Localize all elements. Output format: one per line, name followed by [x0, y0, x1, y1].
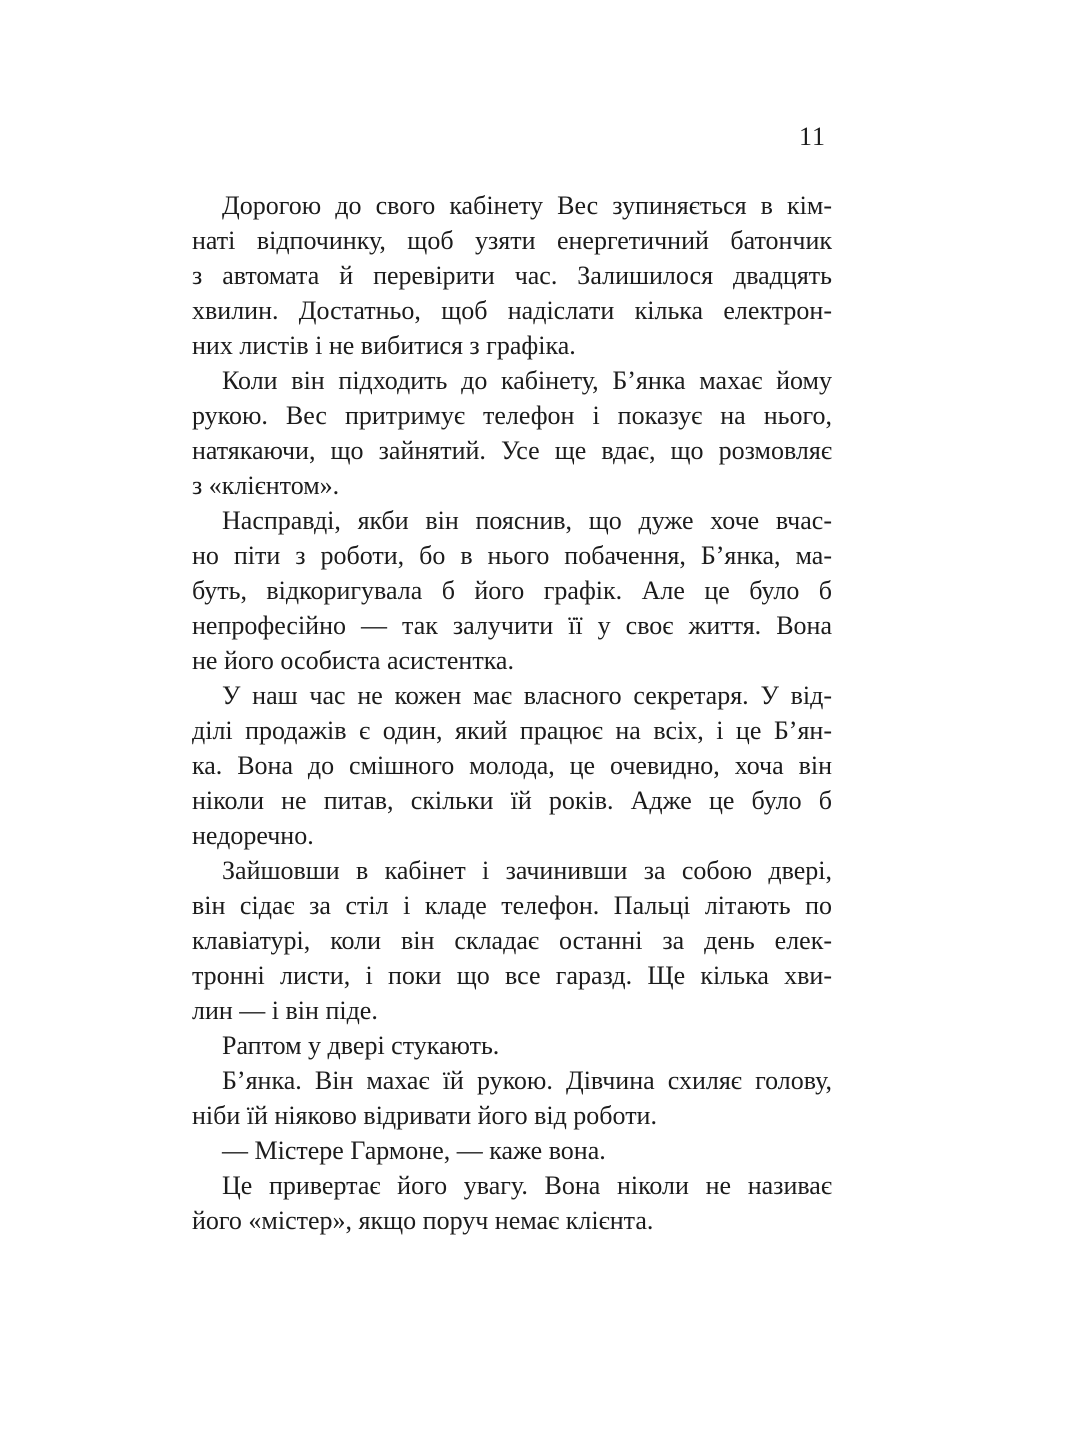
paragraph [192, 1133, 832, 1168]
text-line: непрофесійно — так залучити її у своє життя. Вона [192, 611, 832, 640]
paragraph [192, 678, 832, 853]
text-line: но піти з роботи, бо в нього побачення, Б’янка, ма- [192, 541, 832, 570]
text-column [192, 0, 832, 1238]
text-line: наті відпочинку, щоб узяти енергетичний батончик [192, 226, 832, 255]
text-line: Коли він підходить до кабінету, Б’янка махає йому [222, 366, 832, 395]
text-line: них листів і не вибитися з графіка. [192, 331, 576, 360]
text-line: ніби їй ніяково відривати його від роботи. [192, 1101, 657, 1130]
text-line: ка. Вона до смішного молода, це очевидно, хоча він [192, 751, 832, 780]
text-line: клавіатурі, коли він складає останні за день елек- [192, 926, 832, 955]
text-line: недоречно. [192, 821, 314, 850]
text-line: не його особиста асистентка. [192, 646, 514, 675]
text-line: він сідає за стіл і кладе телефон. Пальці літають по [192, 891, 832, 920]
text-line: рукою. Вес притримує телефон і показує на нього, [192, 401, 832, 430]
text-line: У наш час не кожен має власного секретаря. У від- [222, 681, 832, 710]
text-line: Раптом у двері стукають. [222, 1031, 500, 1060]
text-line: буть, відкоригувала б його графік. Але це було б [192, 576, 832, 605]
page-body [192, 188, 832, 1238]
text-line: з автомата й перевірити час. Залишилося двадцять [192, 261, 832, 290]
text-line: Зайшовши в кабінет і зачинивши за собою двері, [222, 856, 832, 885]
text-line: тронні листи, і поки що все гаразд. Ще кілька хви- [192, 961, 832, 990]
text-line: натякаючи, що зайнятий. Усе ще вдає, що розмовляє [192, 436, 832, 465]
paragraph [192, 503, 832, 678]
text-line: — Містере Гармоне, — каже вона. [222, 1136, 606, 1165]
text-line: Насправді, якби він пояснив, що дуже хоче вчас- [222, 506, 832, 535]
paragraph [192, 363, 832, 503]
paragraph [192, 1063, 832, 1133]
page-number: 11 [798, 122, 826, 151]
text-line: Б’янка. Він махає їй рукою. Дівчина схиляє голову, [222, 1066, 832, 1095]
paragraph [192, 1028, 832, 1063]
paragraph [192, 188, 832, 363]
text-line: хвилин. Достатньо, щоб надіслати кілька електрон- [192, 296, 832, 325]
text-line: з «клієнтом». [192, 471, 340, 500]
paragraph [192, 853, 832, 1028]
text-line: лин — і він піде. [192, 996, 378, 1025]
text-line: ділі продажів є один, який працює на всіх, і це Б’ян- [192, 716, 832, 745]
paragraph [192, 1168, 832, 1238]
text-line: Це привертає його увагу. Вона ніколи не називає [222, 1171, 832, 1200]
text-line: ніколи не питав, скільки їй років. Адже це було б [192, 786, 832, 815]
text-line: його «містер», якщо поруч немає клієнта. [192, 1206, 654, 1235]
text-line: Дорогою до свого кабінету Вес зупиняється в кім- [222, 191, 832, 220]
